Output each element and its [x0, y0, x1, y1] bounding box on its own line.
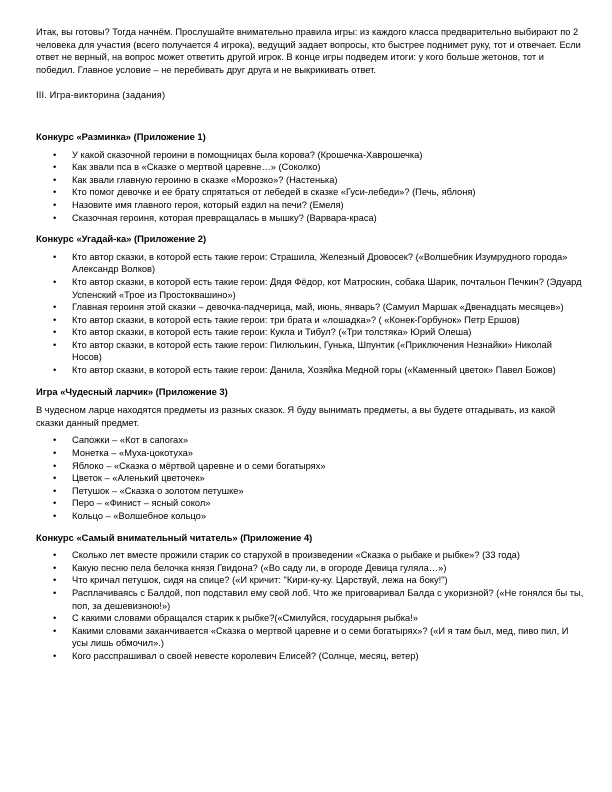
list-item: • С какими словами обращался старик к рыбке?(«Смилуйся, государыня рыбка!»: [53, 613, 418, 624]
list-item: • Какими словами заканчивается «Сказка о мертвой царевне и о семи богатырях»? («И я там был, мед, пиво пил, И усы лишь обмочил».): [53, 625, 569, 649]
bullet-icon: •: [53, 365, 57, 376]
list-item: • Кто автор сказки, в которой есть такие герои: три брата и «лошадка»? ( «Конек-Горбунок» Петр Ершов): [53, 314, 520, 325]
bullet-icon: •: [53, 498, 57, 509]
list-item: • Как звали главную героиню в сказке «Морозко»? (Настенька): [53, 174, 338, 185]
list-item: • Кто автор сказки, в которой есть такие герои: Страшила, Железный Дровосек? («Волшебник Изумрудного города» Александр Волков): [53, 251, 568, 275]
list-item: • Кто автор сказки, в которой есть такие герои: Дядя Фёдор, кот Матроскин, собака Шарик, почтальон Печкин? (Эдуард Успенский «Трое из Простоквашино»): [53, 276, 582, 300]
list-item: • Какую песню пела белочка князя Гвидона? («Во саду ли, в огороде Девица гуляла…»): [53, 562, 447, 573]
list-item: • Монетка – «Муха-цокотуха»: [53, 448, 193, 459]
bullet-icon: •: [53, 276, 57, 287]
bullet-icon: •: [53, 302, 57, 313]
list-item: • Сапожки – «Кот в сапогах»: [53, 435, 189, 446]
document-page: [36, 26, 584, 663]
contest-list-chest: [36, 434, 584, 522]
list-item: • Как звали пса в «Сказке о мертвой царевне…» (Соколко): [53, 162, 321, 173]
list-item: • Кого расспрашивал о своей невесте королевич Елисей? (Солнце, месяц, ветер): [53, 650, 419, 661]
list-item: • Сказочная героиня, которая превращалась в мышку? (Варвара-краса): [53, 212, 377, 223]
bullet-icon: •: [53, 251, 57, 262]
bullet-icon: •: [53, 575, 57, 586]
contest-title-guess: Конкурс «Угадай-ка» (Приложение 2): [36, 233, 207, 245]
bullet-icon: •: [53, 174, 57, 185]
list-item: • Петушок – «Сказка о золотом петушке»: [53, 485, 244, 496]
chest-paragraph: В чудесном ларце находятся предметы из разных сказок. Я буду вынимать предметы, а вы будете отгадывать, из какой сказки данный предмет.: [36, 405, 556, 428]
bullet-icon: •: [53, 511, 57, 521]
list-item: • Кто автор сказки, в которой есть такие герои: Данила, Хозяйка Медной горы («Каменный цветок» Павел Божов): [53, 365, 556, 376]
list-item: • Кто помог девочке и ее брату спрятаться от лебедей в сказке «Гуси-лебеди»? (Печь, яблоня): [53, 187, 476, 198]
list-item: • Назовите имя главного героя, который ездил на печи? (Емеля): [53, 199, 344, 210]
list-item: • Кольцо – «Волшебное кольцо»: [53, 511, 207, 521]
list-item: • Цветок – «Аленький цветочек»: [53, 473, 205, 484]
bullet-icon: •: [53, 187, 57, 198]
list-item: • Кто автор сказки, в которой есть такие герои: Кукла и Тибул? («Три толстяка» Юрий Олеша): [53, 327, 472, 338]
bullet-icon: •: [53, 327, 57, 338]
list-item: • Перо – «Финист – ясный сокол»: [53, 498, 211, 509]
bullet-icon: •: [53, 149, 57, 160]
intro-paragraph: Итак, вы готовы? Тогда начнём. Прослушайте внимательно правила игры: из каждого класса предварительно выбирают по 2 человека для участия (всего получается 4 игрока), ведущий задает вопросы, кто быстрее поднимет руку, тот и отвечает. Если ответ не верный, на вопрос может ответить другой игрок. В конце игры подведем итоги: у кого больше жетонов, тот и победил. Главное условие – не перебивать друг друга и не выкрикивать ответ.: [36, 27, 581, 75]
contest-title-reader: Конкурс «Самый внимательный читатель» (Приложение 4): [36, 531, 313, 543]
bullet-icon: •: [53, 162, 57, 173]
contest-list-reader: [36, 549, 584, 662]
bullet-icon: •: [53, 625, 57, 636]
bullet-icon: •: [53, 613, 57, 624]
list-item: • Что кричал петушок, сидя на спице? («И кричит: "Кири-ку-ку. Царствуй, лежа на боку!"): [53, 575, 448, 586]
bullet-icon: •: [53, 473, 57, 484]
contest-title-warmup: Конкурс «Разминка» (Приложение 1): [36, 130, 206, 142]
list-item: • Яблоко – «Сказка о мёртвой царевне и о семи богатырях»: [53, 460, 326, 471]
bullet-icon: •: [53, 650, 57, 661]
contest-list-warmup: [36, 149, 584, 225]
bullet-icon: •: [53, 460, 57, 471]
bullet-icon: •: [53, 485, 57, 496]
list-item: • Кто автор сказки, в которой есть такие герои: Пилюлькин, Гунька, Шпунтик («Приключения Незнайки» Николай Носов): [53, 339, 552, 363]
list-item: • У какой сказочной героини в помощницах была корова? (Крошечка-Хаврошечка): [53, 149, 423, 160]
list-item: • Сколько лет вместе прожили старик со старухой в произведении «Сказка о рыбаке и рыбке»? (33 года): [53, 550, 520, 561]
contest-list-guess: [36, 251, 584, 377]
bullet-icon: •: [53, 587, 57, 598]
bullet-icon: •: [53, 339, 57, 350]
bullet-icon: •: [53, 314, 57, 325]
bullet-icon: •: [53, 448, 57, 459]
list-item: • Расплачиваясь с Балдой, поп подставил ему свой лоб. Что же приговаривал Балда с укоризной? («Не гонялся бы ты, поп, за дешевизною!»): [53, 587, 584, 611]
contest-title-chest: Игра «Чудесный ларчик» (Приложение 3): [36, 385, 228, 397]
bullet-icon: •: [53, 550, 57, 561]
bullet-icon: •: [53, 212, 57, 223]
bullet-icon: •: [53, 199, 57, 210]
list-item: • Главная героиня этой сказки – девочка-падчерица, май, июнь, январь? (Самуил Маршак «Двенадцать месяцев»): [53, 302, 564, 313]
bullet-icon: •: [53, 562, 57, 573]
section-heading: III. Игра-викторина (задания): [36, 90, 166, 101]
bullet-icon: •: [53, 435, 57, 446]
